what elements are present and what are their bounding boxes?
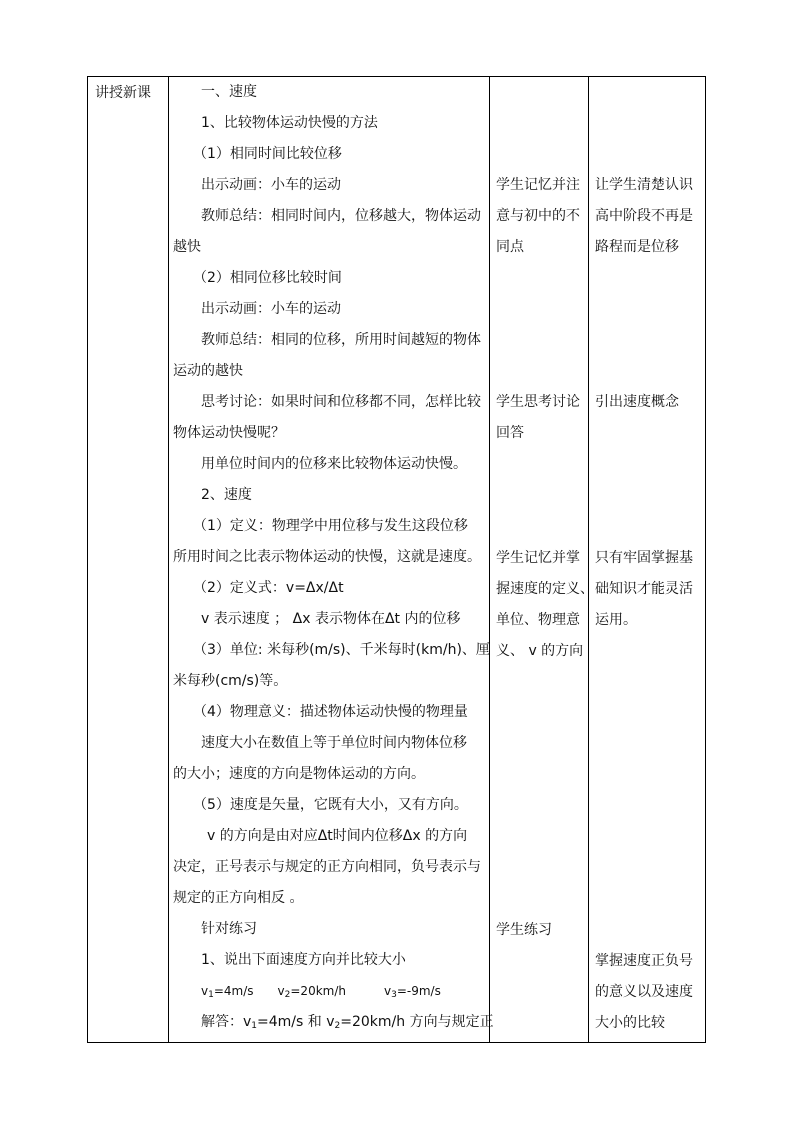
content-line: 的大小；速度的方向是物体运动的方向。 — [173, 766, 425, 782]
content-cell — [173, 77, 494, 1038]
intent-line: 高中阶段不再是 — [595, 208, 693, 224]
activity-line: 意与初中的不 — [496, 208, 580, 224]
answer-text: =4m/s 和 v — [257, 1014, 335, 1030]
intent-line: 只有牢固掌握基 — [595, 550, 693, 566]
content-line: 出示动画：小车的运动 — [201, 177, 341, 193]
student-activity-cell — [496, 915, 588, 946]
content-line: 出示动画：小车的运动 — [201, 301, 341, 317]
content-line: （2）相同位移比较时间 — [193, 270, 342, 286]
activity-line: 学生思考讨论 — [496, 394, 580, 410]
column-divider — [588, 77, 589, 1042]
content-line: （4）物理意义：描述物体运动快慢的物理量 — [193, 704, 468, 720]
design-intent-cell — [595, 946, 703, 1039]
content-line: 米每秒(cm/s)等。 — [173, 673, 288, 689]
activity-line: 学生记忆并掌 — [496, 550, 580, 566]
subscript: 3 — [391, 990, 397, 1000]
intent-line: 引出速度概念 — [595, 394, 679, 410]
content-line: 1、比较物体运动快慢的方法 — [201, 115, 378, 131]
content-line: （1）相同时间比较位移 — [193, 146, 342, 162]
intent-line: 路程而是位移 — [595, 239, 679, 255]
activity-line: 回答 — [496, 425, 524, 441]
content-line: 决定，正号表示与规定的正方向相同，负号表示与 — [173, 859, 481, 875]
content-line: v 表示速度 ； Δx 表示物体在Δt 内的位移 — [201, 611, 461, 627]
velocity-value: =4m/s — [213, 984, 254, 998]
column-divider — [168, 77, 169, 1042]
stage-cell — [95, 78, 167, 109]
intent-line: 大小的比较 — [595, 1015, 665, 1031]
content-line: 1、说出下面速度方向并比较大小 — [201, 952, 406, 968]
column-divider — [489, 77, 490, 1042]
content-line: 规定的正方向相反 。 — [173, 890, 304, 906]
design-intent-cell — [595, 387, 703, 418]
content-line: 所用时间之比表示物体运动的快慢，这就是速度。 — [173, 549, 481, 565]
velocity-value: =20km/h — [290, 984, 346, 998]
activity-line: 握速度的定义、 — [496, 581, 594, 597]
content-line: （1）定义：物理学中用位移与发生这段位移 — [193, 518, 468, 534]
content-line: v 的方向是由对应Δt时间内位移Δx 的方向 — [207, 828, 468, 844]
velocity-symbol: v — [201, 984, 209, 998]
intent-line: 让学生清楚认识 — [595, 177, 693, 193]
activity-line: 学生练习 — [496, 922, 552, 938]
intent-line: 掌握速度正负号 — [595, 953, 693, 969]
subscript: 2 — [334, 1021, 341, 1031]
activity-line: 同点 — [496, 239, 524, 255]
velocity-value: =-9m/s — [396, 984, 441, 998]
section-heading: 2、速度 — [201, 487, 252, 503]
lesson-table — [87, 76, 706, 1043]
content-line: （5）速度是矢量，它既有大小，又有方向。 — [193, 797, 468, 813]
subscript: 1 — [251, 1021, 258, 1031]
content-line: 速度大小在数值上等于单位时间内物体位移 — [201, 735, 467, 751]
student-activity-cell — [496, 170, 588, 263]
intent-line: 础知识才能灵活 — [595, 581, 693, 597]
answer-text: =20km/h 方向与规定正 — [340, 1014, 494, 1030]
content-line: （3）单位: 米每秒(m/s)、千米每时(km/h)、厘 — [193, 642, 490, 658]
subscript: 1 — [208, 990, 214, 1000]
subscript: 2 — [284, 990, 291, 1000]
content-line: 教师总结：相同的位移，所用时间越短的物体 — [201, 332, 481, 348]
velocity-symbol: v — [277, 984, 285, 998]
content-line: 教师总结：相同时间内，位移越大，物体运动 — [201, 208, 481, 224]
intent-line: 的意义以及速度 — [595, 984, 693, 1000]
answer-line — [173, 1007, 494, 1038]
student-activity-cell — [496, 387, 588, 449]
answer-text: 解答：v — [201, 1014, 252, 1030]
activity-line: 义、 v 的方向 — [496, 643, 584, 659]
section-heading: 一、速度 — [201, 84, 257, 100]
stage-label: 讲授新课 — [95, 85, 151, 101]
velocity-values-line — [173, 976, 485, 1007]
content-line: 思考讨论：如果时间和位移都不同，怎样比较 — [201, 394, 481, 410]
exercise-heading: 针对练习 — [201, 921, 257, 937]
intent-line: 运用。 — [595, 612, 637, 628]
student-activity-cell — [496, 543, 594, 667]
activity-line: 单位、物理意 — [496, 612, 580, 628]
content-line: 越快 — [173, 239, 201, 255]
design-intent-cell — [595, 543, 703, 636]
content-line: 物体运动快慢呢？ — [173, 425, 285, 441]
content-line: 用单位时间内的位移来比较物体运动快慢。 — [201, 456, 467, 472]
design-intent-cell — [595, 170, 703, 263]
velocity-symbol: v — [384, 984, 392, 998]
activity-line: 学生记忆并注 — [496, 177, 580, 193]
formula-line: （2）定义式：v=Δx/Δt — [193, 580, 344, 596]
content-line: 运动的越快 — [173, 363, 243, 379]
